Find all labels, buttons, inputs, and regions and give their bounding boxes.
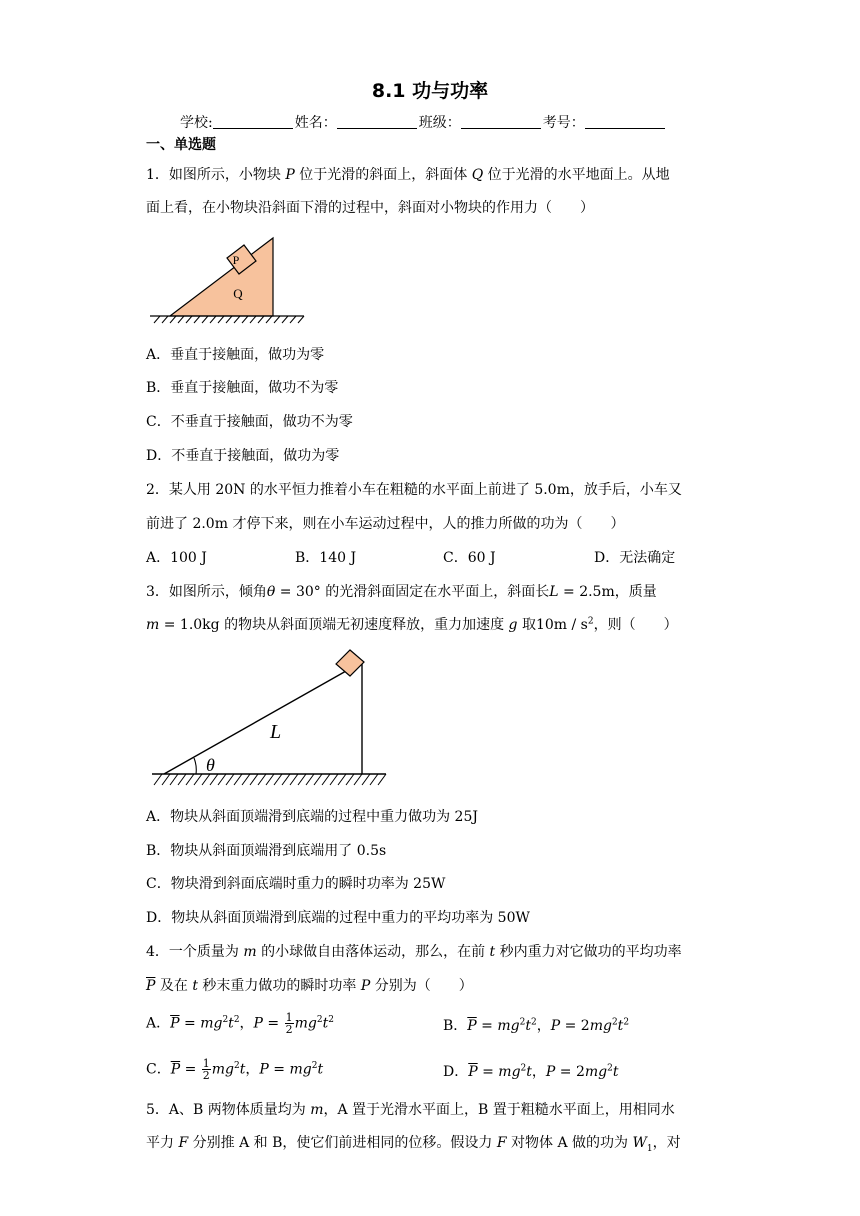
ground-hatching [154,774,386,785]
block-p-label: P [232,253,240,267]
exam-number-blank[interactable] [585,114,665,129]
question-4-line-1: 4．一个质量为 m 的小球做自由落体运动，那么，在前 t 秒内重力对它做功的平均功率 [146,944,682,960]
q4-option-d[interactable]: D．$\overline{P} = mg^2t$，$P = 2mg^2t$ [443,1063,619,1080]
school-label: 学校: [180,115,213,131]
question-4-line-2: $\overline{P}$ 及在 t 秒末重力做功的瞬时功率 P 分别为（ ） [146,978,473,994]
q1-incline-figure [148,230,308,326]
block [336,650,364,676]
angle-arc [194,758,196,774]
q2-option-c[interactable]: C．60 J [443,550,496,566]
question-1-line-2: 面上看，在小物块沿斜面下滑的过程中，斜面对小物块的作用力（ ） [146,200,594,216]
q4-option-c[interactable]: C．$\overline{P}$ = $\frac{1}{2}$ $mg^2t$，$P = mg^2t$ [146,1057,324,1082]
q4-option-a[interactable]: A．$\overline{P} = mg^2t^2$，P = $\frac{1}{2}$ $mg^2t^2$ [146,1011,334,1036]
q3-option-c[interactable]: C．物块滑到斜面底端时重力的瞬时功率为 25W [146,876,446,892]
q2-option-d[interactable]: D．无法确定 [594,550,676,566]
class-blank[interactable] [461,114,541,129]
name-label: 姓名： [294,115,337,131]
q3-option-d[interactable]: D．物块从斜面顶端滑到底端的过程中重力的平均功率为 50W [146,910,530,926]
q2-option-a[interactable]: A．100 J [146,550,207,566]
q3-option-a[interactable]: A．物块从斜面顶端滑到底端的过程中重力做功为 25J [146,809,478,825]
q1-option-d[interactable]: D．不垂直于接触面，做功为零 [146,448,340,464]
name-blank[interactable] [337,114,417,129]
wedge-q-label: Q [233,286,243,301]
q3-incline-figure [150,646,390,792]
q4-option-b[interactable]: B．$\overline{P} = mg^2t^2$，$P = 2mg^2t^2$ [443,1017,630,1034]
class-label: 班级： [418,115,461,131]
question-3-line-1: 3．如图所示，倾角θ = 30° 的光滑斜面固定在水平面上，斜面长L = 2.5m，质量 [146,584,657,600]
question-5-line-1: 5．A、B 两物体质量均为 m，A 置于光滑水平面上，B 置于粗糙水平面上，用相同水 [146,1102,675,1118]
q3-option-b[interactable]: B．物块从斜面顶端滑到底端用了 0.5s [146,843,387,859]
question-1-line-1: 1．如图所示，小物块 P 位于光滑的斜面上，斜面体 Q 位于光滑的水平地面上。从地 [146,167,670,183]
q1-option-a[interactable]: A．垂直于接触面，做功为零 [146,347,325,363]
student-info-line [180,112,667,132]
school-blank[interactable] [213,114,293,129]
section-heading: 一、单选题 [146,137,216,153]
q1-option-b[interactable]: B．垂直于接触面，做功不为零 [146,380,339,396]
incline-surface [164,662,362,774]
q2-option-b[interactable]: B．140 J [295,550,357,566]
angle-theta-label: θ [206,755,215,775]
q1-option-c[interactable]: C．不垂直于接触面，做功不为零 [146,414,353,430]
page-title: 8.1 功与功率 [371,80,489,102]
wedge-q [170,238,273,316]
ground-hatching [154,316,304,323]
question-2-line-2: 前进了 2.0m 才停下来，则在小车运动过程中，人的推力所做的功为（ ） [146,516,625,532]
question-2-line-1: 2．某人用 20N 的水平恒力推着小车在粗糙的水平面上前进了 5.0m，放手后，小车又 [146,482,682,498]
exam-number-label: 考号： [542,115,585,131]
question-3-line-2: m = 1.0kg 的物块从斜面顶端无初速度释放，重力加速度 g 取$10m / s^2$，则（ ） [146,616,678,633]
length-l-label: L [270,721,282,743]
question-5-line-2: 平力 F 分别推 A 和 B，使它们前进相同的位移。假设力 F 对物体 A 做的功为 $W_1$，对 [146,1135,681,1154]
